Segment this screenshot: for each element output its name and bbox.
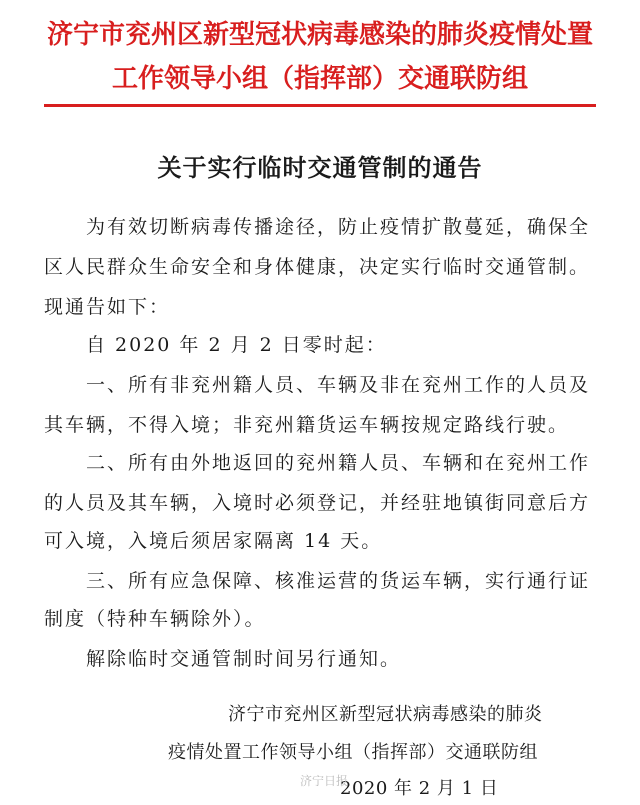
header-line-1: 济宁市兖州区新型冠状病毒感染的肺炎疫情处置 — [46, 20, 593, 50]
body-line: 制度（特种车辆除外）。 — [44, 608, 266, 630]
body-line: 一、所有非兖州籍人员、车辆及非在兖州工作的人员及 — [44, 374, 591, 396]
body-line: 二、所有由外地返回的兖州籍人员、车辆和在兖州工作 — [44, 452, 591, 474]
body-line: 区人民群众生命安全和身体健康，决定实行临时交通管制。 — [44, 256, 591, 278]
body-line: 现通告如下： — [44, 296, 171, 318]
body-line: 解除临时交通管制时间另行通知。 — [44, 648, 402, 670]
notice-title: 关于实行临时交通管制的通告 — [157, 153, 483, 182]
header-divider — [44, 104, 596, 107]
header-line-2: 工作领导小组（指挥部）交通联防组 — [111, 64, 528, 94]
body-line: 自 2020 年 2 月 2 日零时起： — [44, 334, 387, 356]
body-line: 为有效切断病毒传播途径，防止疫情扩散蔓延，确保全 — [44, 216, 591, 238]
body-line: 三、所有应急保障、核准运营的货运车辆，实行通行证 — [44, 570, 591, 592]
signature-date: 2020 年 2 月 1 日 — [340, 778, 499, 799]
body-line: 可入境，入境后须居家隔离 14 天。 — [44, 530, 383, 552]
body-line: 的人员及其车辆，入境时必须登记，并经驻地镇街同意后方 — [44, 492, 591, 514]
signature-line-1: 济宁市兖州区新型冠状病毒感染的肺炎 — [228, 704, 543, 725]
signature-line-2: 疫情处置工作领导小组（指挥部）交通联防组 — [168, 742, 538, 763]
body-line: 其车辆，不得入境；非兖州籍货运车辆按规定路线行驶。 — [44, 414, 570, 436]
watermark-logo: 济宁日报 — [300, 774, 349, 788]
